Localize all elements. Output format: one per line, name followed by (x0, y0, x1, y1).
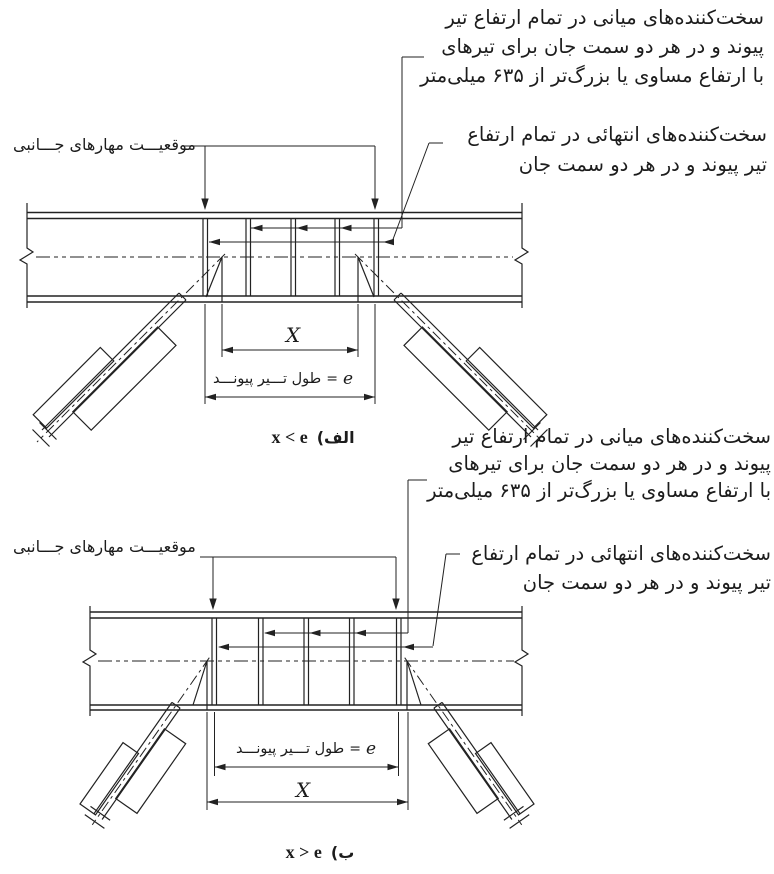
leader-a-mid-stiffeners (251, 57, 424, 228)
note-line: سخت‌کننده‌های انتهائی در تمام ارتفاع (467, 123, 767, 146)
brace-a-left-plate-wide (73, 327, 176, 430)
note-a-end-stiffeners (467, 120, 767, 180)
caption-b-inequality: x > e (285, 842, 322, 862)
note-b-mid-stiffeners (427, 423, 771, 504)
label-a-lateral-braces: موقعیـــت مهارهای جـــانبی (13, 135, 196, 154)
dim-a-e-symbol: e (342, 369, 354, 389)
gusset-a-left (206, 257, 222, 302)
dim-b-e-symbol: e (365, 739, 377, 759)
dim-a-e-label (207, 369, 359, 389)
caption-a (243, 427, 383, 448)
note-line: پیوند و در هر دو سمت جان برای تیرهای (448, 452, 771, 475)
beam-b-break-right (515, 606, 528, 716)
note-line: سخت‌کننده‌های انتهائی در تمام ارتفاع (471, 542, 771, 565)
leader-a-lateral-arrowheads (201, 199, 378, 211)
dim-a-x-label: X (285, 323, 301, 347)
brace-a-right-plate-small (466, 348, 547, 429)
brace-a-right-plate-wide (404, 327, 507, 430)
leader-b-lateral-arrowheads (209, 599, 399, 611)
brace-a-axes (37, 254, 543, 442)
note-a-mid-stiffeners (420, 3, 764, 90)
note-line: تیر پیوند و در هر دو سمت جان (522, 571, 771, 594)
leader-a-lateral-braces (184, 146, 375, 202)
dim-b-x-label: X (295, 778, 311, 802)
dim-b-e-words: طول تـــیر پیونـــد (235, 741, 345, 757)
beam-b-break-left (83, 606, 96, 716)
caption-b-tag: (ب (330, 843, 355, 862)
note-line: با ارتفاع مساوی یا بزرگ‌تر از ۶۳۵ میلی‌متر (420, 64, 764, 87)
note-line: تیر پیوند و در هر دو سمت جان (518, 153, 767, 176)
gusset-a-right (358, 257, 374, 302)
equals-sign: = (349, 741, 361, 757)
note-line: پیوند و در هر دو سمت جان برای تیرهای (441, 35, 764, 58)
dim-a-e-words: طول تـــیر پیونـــد (212, 371, 322, 387)
caption-b (250, 842, 390, 863)
gusset-b-left (193, 661, 207, 710)
note-b-end-stiffeners (471, 539, 771, 597)
brace-a-left-plate-small (33, 348, 114, 429)
note-line: سخت‌کننده‌های میانی در تمام ارتفاع تیر (445, 6, 764, 29)
equals-sign: = (326, 371, 338, 387)
gusset-b-right (407, 661, 421, 710)
caption-a-inequality: x < e (271, 427, 308, 447)
diagram-b (80, 480, 534, 828)
label-b-lateral-braces: موقعیـــت مهارهای جـــانبی (13, 537, 196, 556)
leader-a-end-stiffeners (209, 143, 443, 242)
note-line: با ارتفاع مساوی یا بزرگ‌تر از ۶۳۵ میلی‌متر (427, 479, 771, 502)
caption-a-tag: (الف (316, 428, 355, 447)
note-line: سخت‌کننده‌های میانی در تمام ارتفاع تیر (452, 425, 771, 448)
dim-b-e-label (225, 739, 387, 759)
dim-a-extension-lines (205, 304, 375, 404)
leader-b-lateral-braces (200, 557, 396, 602)
